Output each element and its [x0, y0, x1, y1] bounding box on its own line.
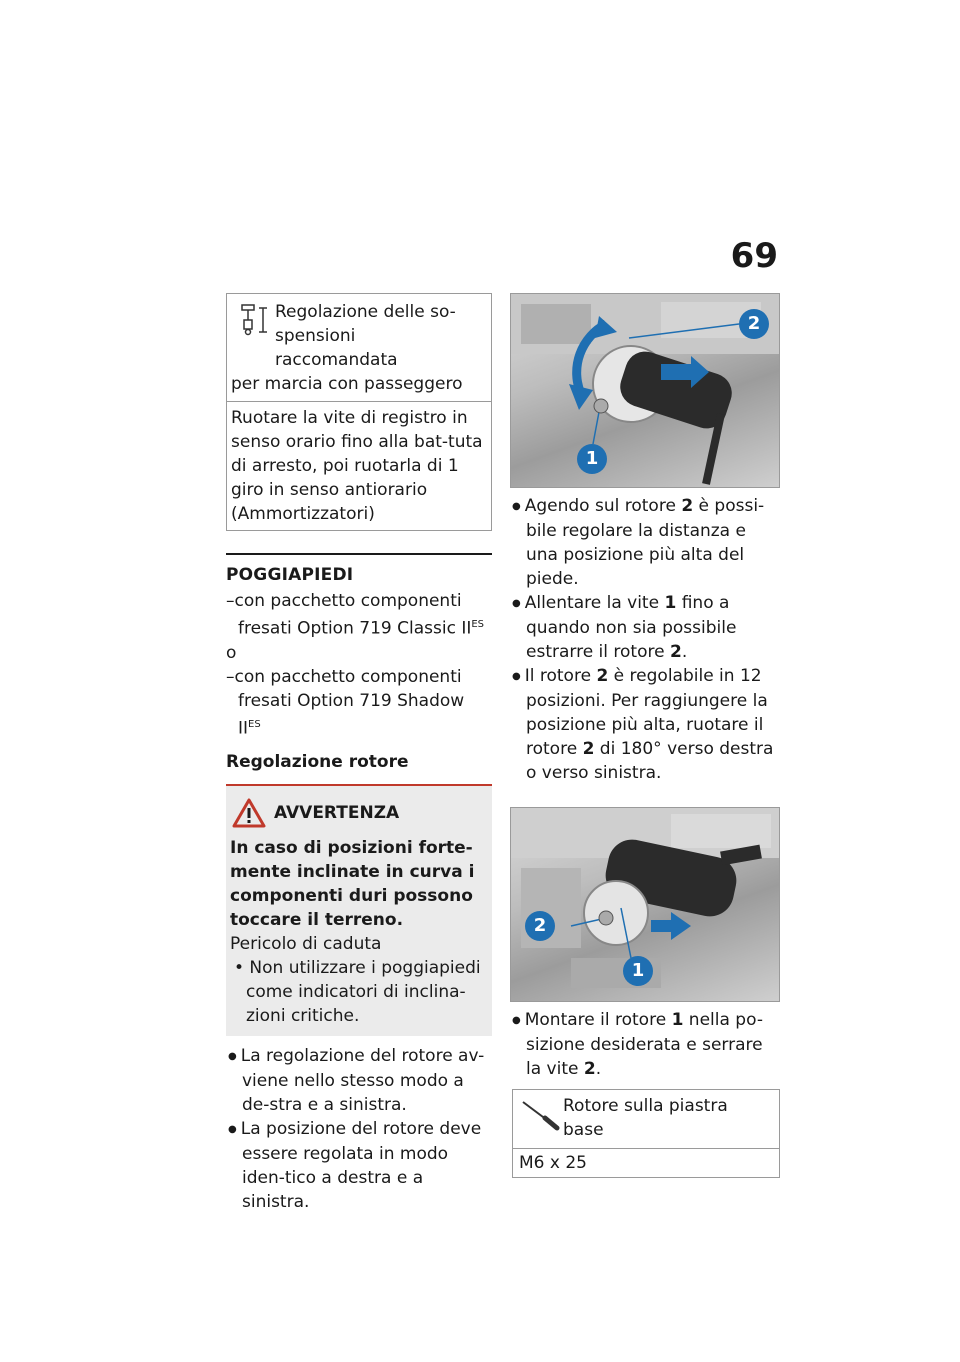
warning-box	[226, 786, 492, 1036]
suspension-spec-body: Ruotare la vite di registro in senso orario fino alla bat-tuta di arresto, poi ruotarla di 1 giro in senso antiorario (Ammortizzatori)	[231, 408, 483, 524]
right-bullet-4-c: nella po-sizione desiderata e serrare la vite	[526, 1010, 763, 1079]
warning-title	[230, 798, 488, 828]
right-bullet-1	[510, 494, 780, 591]
right-bullet-4-e: .	[595, 1059, 602, 1079]
spec-header-line1: Regolazione delle so-	[275, 302, 456, 322]
torque-value: M6 x 25	[519, 1153, 587, 1173]
variant-item-1	[226, 589, 492, 641]
warning-triangle-icon	[232, 798, 266, 828]
right-bullet-2-a: Allentare la vite	[524, 593, 665, 613]
variant-item-1-sup: ES	[471, 619, 485, 630]
footrest-rotor-figure-1	[510, 293, 780, 488]
right-bullet-2	[510, 591, 780, 664]
subsection-title: Regolazione rotore	[226, 752, 492, 786]
spec-header-line2: spensioni raccomandata	[275, 326, 398, 370]
torque-wrench-icon	[521, 1098, 561, 1132]
right-bullet-1-b: 2	[681, 496, 694, 516]
callout-2: 2	[525, 911, 555, 941]
right-bullet-3	[510, 664, 780, 785]
suspension-spec-box	[226, 293, 492, 531]
variant-item-2	[226, 665, 492, 741]
right-bullet-4-a: Montare il rotore	[524, 1010, 672, 1030]
variant-item-2-sup: ES	[248, 718, 261, 730]
torque-label: Rotore sulla piastra base	[563, 1096, 728, 1140]
torque-spec-box	[512, 1089, 780, 1178]
suspension-spec-header	[227, 294, 491, 402]
right-bullet-3-d: 2	[582, 739, 595, 759]
variant-item-2-text: –con pacchetto componenti fresati Option 719 Shadow II	[226, 666, 465, 739]
right-bullet-2-e: .	[681, 642, 688, 662]
callout-1: 1	[577, 444, 607, 474]
callout-2: 2	[739, 309, 769, 339]
page-number: 69	[730, 236, 778, 276]
warning-bullet: • Non utilizzare i poggiapiedi come indicatori di inclina-zioni critiche.	[234, 958, 481, 1027]
left-bullet-2: ● La posizione del rotore deve essere regolata in modo iden-tico a destra e a sinistra.	[226, 1117, 492, 1214]
right-bullet-3-c: è regolabile in 12 posizioni. Per raggiungere la posizione più alta, ruotare il rotore	[526, 666, 768, 759]
right-bullet-1-c: è possi-bile regolare la distanza e una posizione più alta del piede.	[526, 496, 765, 589]
right-bullet-4-d: 2	[583, 1059, 596, 1079]
variant-or: o	[226, 642, 237, 663]
right-bullet-3-b: 2	[596, 666, 609, 686]
left-bullet-1: ● La regolazione del rotore av-viene nello stesso modo a de-stra e a sinistra.	[226, 1044, 492, 1117]
right-bullet-3-a: Il rotore	[524, 666, 597, 686]
right-bullet-2-c: fino a quando non sia possibile estrarre il rotore	[526, 593, 737, 662]
section-title: POGGIAPIEDI	[226, 553, 492, 585]
torque-spec-header	[513, 1090, 779, 1149]
warning-strong-text: In caso di posizioni forte-mente inclinate in curva i componenti duri possono toccare il terreno.	[230, 838, 475, 931]
right-bullet-4-b: 1	[671, 1010, 684, 1030]
right-bullet-4	[510, 1008, 780, 1081]
variant-item-1-text: –con pacchetto componenti fresati Option 719 Classic II	[226, 591, 472, 639]
warning-text: Pericolo di caduta	[230, 934, 382, 955]
left-column	[226, 293, 492, 1214]
shock-absorber-icon	[233, 302, 269, 336]
right-bullet-1-a: Agendo sul rotore	[524, 496, 682, 516]
right-bullet-2-d: 2	[669, 642, 682, 662]
warning-title-text: AVVERTENZA	[274, 803, 400, 824]
callout-1: 1	[623, 956, 653, 986]
right-column	[510, 293, 780, 1178]
spec-header-line3: per marcia con passeggero	[231, 374, 463, 394]
right-bullet-3-e: di 180° verso destra o verso sinistra.	[526, 739, 774, 783]
footrest-rotor-figure-2	[510, 807, 780, 1002]
right-bullet-2-b: 1	[664, 593, 677, 613]
